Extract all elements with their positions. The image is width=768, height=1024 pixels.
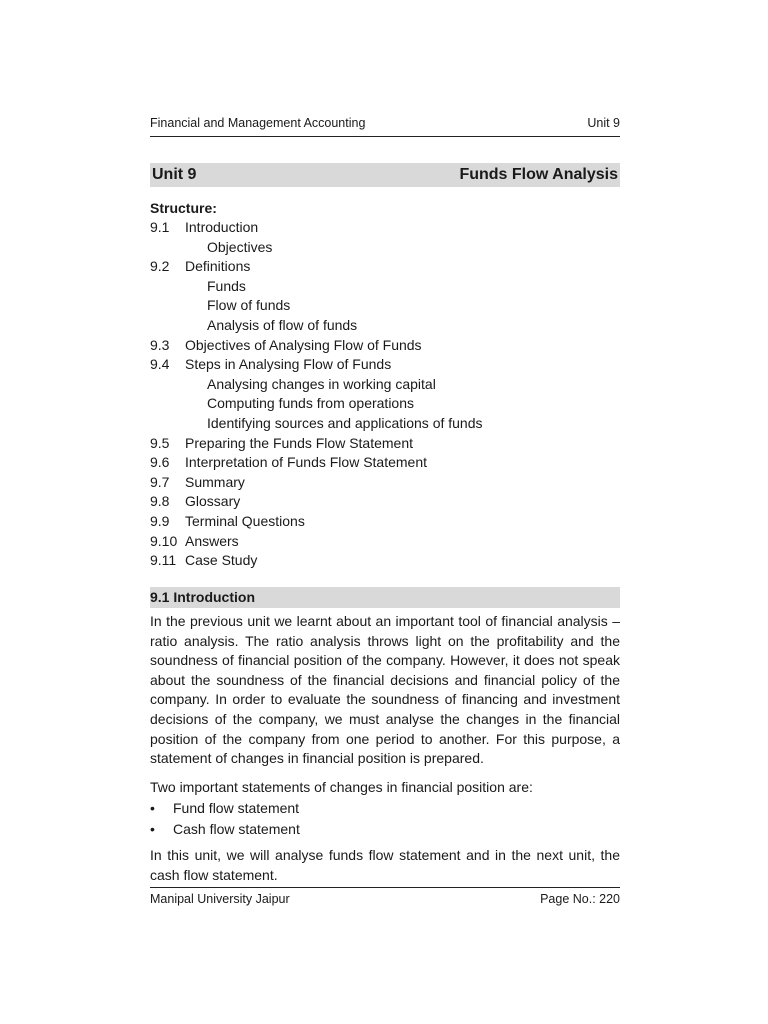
structure-item-label: Glossary xyxy=(185,493,241,510)
structure-section xyxy=(150,198,620,571)
structure-item xyxy=(150,257,620,277)
running-footer xyxy=(150,887,620,906)
structure-item-label: Identifying sources and applications of funds xyxy=(207,414,483,431)
structure-item-label: Analysing changes in working capital xyxy=(207,375,436,392)
structure-item xyxy=(150,355,620,375)
intro-paragraph: In the previous unit we learnt about an important tool of financial analysis – ratio analysis. The ratio analysis throws light on the profitability and the soundness of financial position of the company. However, it does not speak about the soundness of the financial decisions and financial policy of the company. In order to evaluate the soundness of financing and investment decisions of the company, we must analyse the changes in the financial position of the company from one period to another. For this purpose, a statement of changes in financial position is prepared. xyxy=(150,613,620,767)
structure-item-label: Introduction xyxy=(185,219,259,235)
structure-item-label: Computing funds from operations xyxy=(207,395,414,412)
structure-item-number: 9.3 xyxy=(150,336,170,353)
structure-item-number xyxy=(150,296,207,316)
structure-item xyxy=(150,218,620,238)
bullet-icon: • xyxy=(150,821,155,837)
statements-intro-paragraph: Two important statements of changes in financial position are: xyxy=(150,779,533,795)
structure-item-label: Flow of funds xyxy=(207,297,291,314)
structure-item-number: 9.11 xyxy=(150,552,177,569)
structure-item-number: 9.8 xyxy=(150,493,170,510)
structure-item xyxy=(150,551,620,571)
list-item-label: Fund flow statement xyxy=(173,800,300,816)
list-item xyxy=(150,798,620,819)
structure-item-label: Answers xyxy=(185,532,239,549)
structure-item-number: 9.2 xyxy=(150,258,170,275)
structure-item-number xyxy=(150,277,207,297)
structure-item xyxy=(150,434,620,454)
structure-item xyxy=(150,316,620,336)
structure-item-number: 9.1 xyxy=(150,219,170,235)
structure-item xyxy=(150,277,620,297)
structure-item-label: Steps in Analysing Flow of Funds xyxy=(185,356,392,373)
structure-item xyxy=(150,532,620,552)
structure-item xyxy=(150,238,620,258)
structure-item xyxy=(150,394,620,414)
structure-item-number: 9.6 xyxy=(150,454,170,471)
list-item xyxy=(150,819,620,840)
structure-item-label: Preparing the Funds Flow Statement xyxy=(185,434,414,451)
publisher-name: Manipal University Jaipur xyxy=(150,892,290,906)
unit-title: Funds Flow Analysis xyxy=(459,166,618,183)
structure-item xyxy=(150,414,620,434)
structure-item-label: Summary xyxy=(185,473,245,490)
structure-item xyxy=(150,336,620,356)
structure-item-number xyxy=(150,375,207,395)
structure-item-number: 9.4 xyxy=(150,356,170,373)
structure-item-number xyxy=(150,316,207,336)
structure-item-label: Objectives of Analysing Flow of Funds xyxy=(185,336,422,353)
structure-item xyxy=(150,473,620,493)
structure-item-label: Interpretation of Funds Flow Statement xyxy=(185,454,428,471)
section-heading: 9.1 Introduction xyxy=(150,587,620,608)
structure-item-label: Analysis of flow of funds xyxy=(207,316,358,333)
statements-list xyxy=(150,798,620,840)
structure-title: Structure: xyxy=(150,200,217,216)
unit-number: Unit 9 xyxy=(152,166,197,183)
unit-title-banner xyxy=(150,163,620,187)
header-unit-label: Unit 9 xyxy=(587,116,620,130)
structure-item-label: Funds xyxy=(207,277,246,294)
document-page xyxy=(150,0,620,1024)
book-title: Financial and Management Accounting xyxy=(150,116,366,130)
structure-item-number xyxy=(150,414,207,434)
bullet-icon: • xyxy=(150,800,155,816)
structure-item-number xyxy=(150,394,207,414)
structure-list xyxy=(150,218,620,571)
structure-item xyxy=(150,296,620,316)
structure-item xyxy=(150,375,620,395)
structure-item xyxy=(150,453,620,473)
structure-item-label: Objectives xyxy=(207,238,273,255)
running-header xyxy=(150,116,620,137)
structure-item xyxy=(150,512,620,532)
structure-item-number: 9.5 xyxy=(150,434,170,451)
structure-item-number: 9.9 xyxy=(150,512,170,529)
structure-item-label: Terminal Questions xyxy=(185,512,305,529)
structure-item-label: Definitions xyxy=(185,258,251,275)
structure-item-number: 9.10 xyxy=(150,532,178,549)
structure-item xyxy=(150,492,620,512)
list-item-label: Cash flow statement xyxy=(173,821,300,837)
structure-item-number xyxy=(150,238,207,258)
structure-item-number: 9.7 xyxy=(150,473,170,490)
structure-item-label: Case Study xyxy=(185,552,258,569)
page-number: Page No.: 220 xyxy=(540,892,620,906)
closing-paragraph: In this unit, we will analyse funds flow statement and in the next unit, the cash flow statement. xyxy=(150,847,620,883)
